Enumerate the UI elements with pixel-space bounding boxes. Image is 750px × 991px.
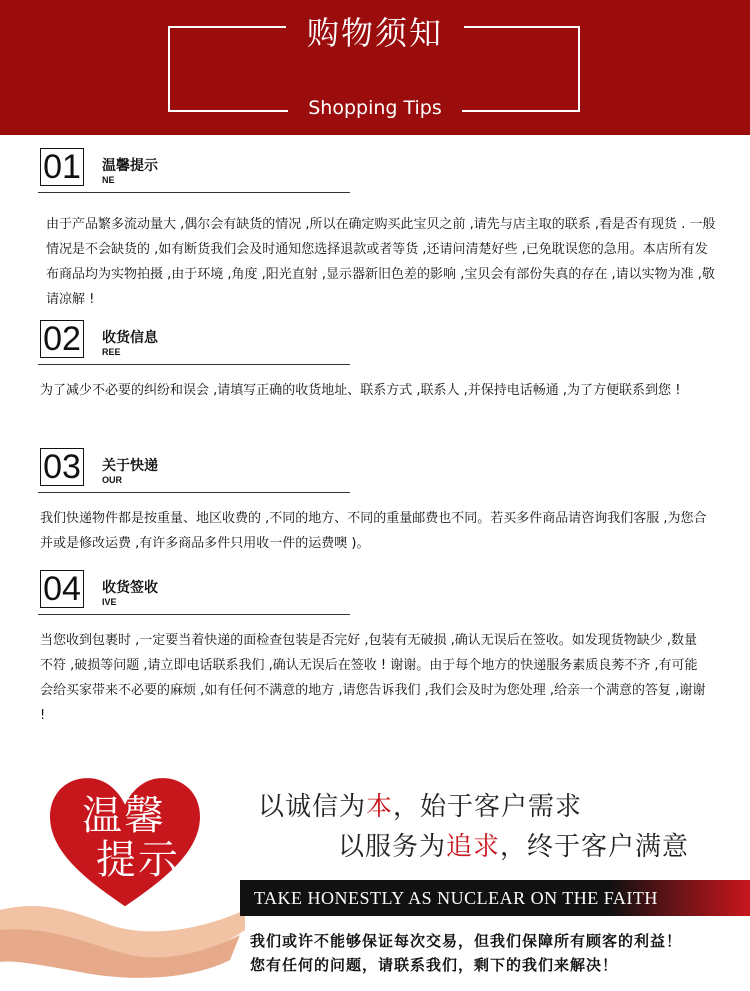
footer-line1: 我们或许不能够保证每次交易，但我们保障所有顾客的利益！ bbox=[250, 932, 683, 950]
section-title: 收货信息 bbox=[102, 330, 158, 346]
faith-banner-text: TAKE HONESTLY AS NUCLEAR ON THE FAITH bbox=[254, 888, 658, 908]
section-subtitle: IVE bbox=[102, 597, 117, 607]
section-divider bbox=[38, 492, 350, 493]
section-body: 我们快递物件都是按重量、地区收费的 ,不同的地方、不同的重量邮费也不同。若买多件商品请咨询我们客服 ,为您合并或是修改运费 ,有许多商品多件只用收一件的运费噢 )。 bbox=[40, 511, 707, 551]
section-subtitle: OUR bbox=[102, 475, 122, 485]
footer-line2: 您有任何的问题，请联系我们，剩下的我们来解决！ bbox=[250, 956, 619, 974]
heart-text-line1: 温馨 bbox=[82, 793, 166, 839]
section-divider bbox=[38, 364, 350, 365]
section-body: 由于产品繁多流动量大 ,偶尔会有缺货的情况 ,所以在确定购买此宝贝之前 ,请先与店主取的联系 ,看是否有现货 . 一般情况是不会缺货的 ,如有断货我们会及时通知您选择退款或者等货 ,还请问清楚好些 ,已免耽误您的急用。本店所有发布商品均为实物拍摄 ,由于环境 ,角度 ,阳光直射 ,显示器新旧色差的影响 ,宝贝会有部份失真的存在 ,请以实物为准 ,敬请凉解 ! bbox=[46, 217, 716, 307]
section-subtitle: NE bbox=[102, 175, 115, 185]
section-divider bbox=[38, 614, 350, 615]
slogan-line2: 以服务为追求，终于客户满意 bbox=[338, 832, 690, 862]
section-divider bbox=[38, 192, 350, 193]
section-title: 收货签收 bbox=[102, 580, 158, 596]
page-title: 购物须知 bbox=[286, 8, 464, 58]
section-number: 04 bbox=[40, 570, 84, 608]
heart-text-line2: 提示 bbox=[96, 837, 180, 883]
slogan-line1: 以诚信为本，始于客户需求 bbox=[258, 792, 583, 822]
section-number: 02 bbox=[40, 320, 84, 358]
page-subtitle: Shopping Tips bbox=[288, 90, 462, 126]
section-body: 为了减少不必要的纠纷和误会 ,请填写正确的收货地址、联系方式 ,联系人 ,并保持电话畅通 ,为了方便联系到您 ! bbox=[40, 383, 681, 398]
section-number: 01 bbox=[40, 148, 84, 186]
section-number: 03 bbox=[40, 448, 84, 486]
section-body: 当您收到包裹时 ,一定要当着快递的面检查包装是否完好 ,包装有无破损 ,确认无误后在签收。如发现货物缺少 ,数量不符 ,破损等问题 ,请立即电话联系我们 ,确认无误后在签收 ! 谢谢。由于每个地方的快递服务素质良莠不齐 ,有可能会给买家带来不必要的麻烦 ,如有任何不满意的地方 ,请您告诉我们 ,我们会及时为您处理 ,给亲一个满意的答复 ,谢谢 ! bbox=[40, 633, 706, 723]
section-title: 关于快递 bbox=[102, 458, 158, 474]
heart-hands-graphic bbox=[0, 760, 250, 987]
header-banner bbox=[0, 0, 750, 135]
section-title: 温馨提示 bbox=[102, 158, 158, 174]
faith-banner bbox=[240, 880, 750, 916]
section-subtitle: REE bbox=[102, 347, 121, 357]
